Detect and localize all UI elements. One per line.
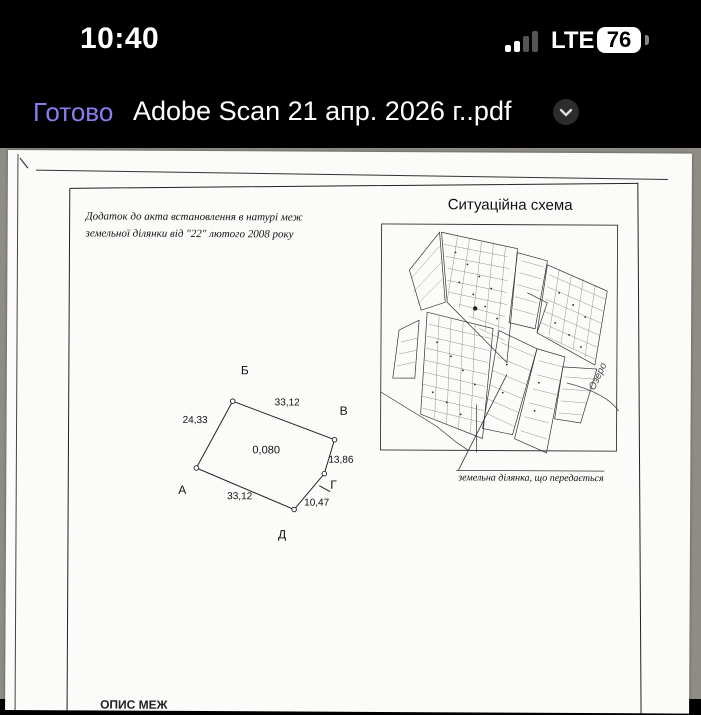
status-bar	[0, 0, 701, 82]
situation-scheme-map	[380, 232, 619, 453]
vertex-label-g: Г	[330, 477, 337, 492]
nav-bar	[0, 82, 701, 148]
vertex-label-d: Д	[277, 527, 287, 542]
battery-icon	[597, 27, 641, 53]
appendix-line-2: земельної ділянки від "22" лютого 2008 року	[85, 227, 294, 241]
scan-viewer[interactable]	[0, 148, 701, 712]
side-length-bv: 33,12	[274, 397, 300, 409]
parcel-area: 0,080	[252, 444, 280, 457]
section-heading-partial: ОПИС МЕЖ	[100, 697, 168, 712]
chevron-down-icon[interactable]	[553, 99, 579, 125]
appendix-line-1: Додаток до акта встановлення в натурі меж	[85, 210, 303, 224]
vertex-label-a: А	[178, 482, 187, 497]
side-length-gd: 10,47	[304, 497, 330, 509]
side-length-vg: 13,86	[328, 454, 354, 466]
side-length-da: 33,12	[227, 491, 253, 503]
document-title[interactable]: Adobe Scan 21 апр. 2026 г..pdf	[133, 96, 512, 126]
clock: 10:40	[80, 22, 160, 55]
legend-text: земельна ділянка, що передається	[458, 472, 604, 485]
vertex-label-v: В	[339, 403, 348, 418]
appendix-caption	[86, 208, 326, 243]
battery-tip	[645, 35, 649, 45]
scanned-page	[5, 150, 692, 714]
vertex-label-b: Б	[240, 363, 249, 378]
done-button[interactable]: Готово	[33, 97, 114, 127]
network-type: LTE	[551, 27, 595, 54]
side-length-ab: 24,33	[182, 414, 208, 427]
sketch-note: Озеро	[587, 361, 610, 393]
scheme-title: Ситуаційна схема	[447, 196, 573, 214]
signal-icon	[505, 30, 541, 52]
battery-level: 76	[606, 27, 632, 52]
